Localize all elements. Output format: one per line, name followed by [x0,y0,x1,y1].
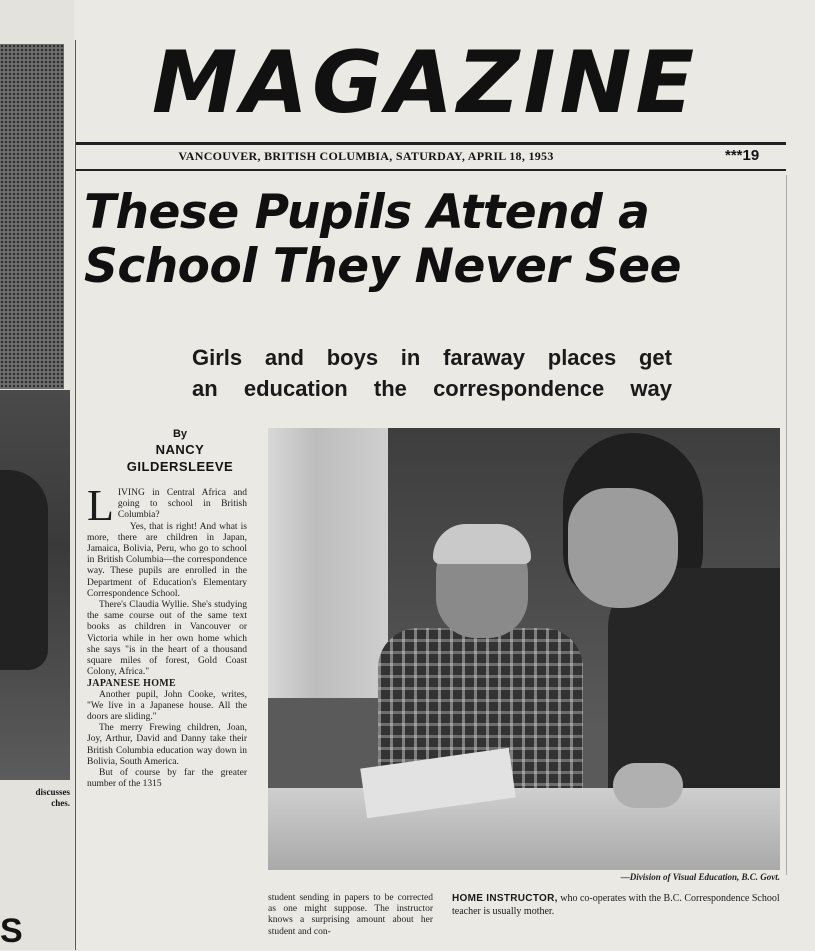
photo-boy-hair [433,524,531,564]
byline [100,427,260,475]
section-subheading: JAPANESE HOME [87,678,176,690]
column-rule [75,40,76,950]
subheadline-line-1: Girls and boys in faraway places get [192,345,672,370]
paragraph-intro-text: IVING in Central Africa and going to school in British Columbia? [117,488,247,521]
neighbor-caption-line-1: discusses [35,787,70,797]
photo-table [268,788,780,870]
paragraph: The merry Frewing children, Joan, Joy, Arthur, David and Danny take their British Columbia education way down in Bolivia, South America. [87,723,247,767]
subheadline [192,342,672,404]
article-column-continued [268,893,433,938]
paragraph: Another pupil, John Cooke, writes, "We live in a Japanese house. All the doors are sliding." [87,689,247,723]
masthead-rule-bottom [76,169,786,171]
paragraph: But of course by far the greater number of the 1315 [87,768,247,790]
byline-first-name: NANCY [155,442,205,457]
paragraph: student sending in papers to be corrected as one might suppose. The instructor knows a surprising amount about her student and con- [268,893,433,937]
article-photo [268,428,780,870]
neighbor-caption [0,787,70,809]
subheadline-line-2: an education the correspondence way [192,376,672,401]
byline-last-name: GILDERSLEEVE [126,459,234,474]
dateline: VANCOUVER, BRITISH COLUMBIA, SATURDAY, APRIL 18, 1953 [178,149,554,163]
drop-cap: L [87,481,114,530]
paragraph-intro [87,481,247,530]
neighbor-column [0,0,74,950]
neighbor-photo-figure [0,470,48,670]
headline [84,186,764,294]
byline-by: By [172,428,188,440]
photo-credit: —Division of Visual Education, B.C. Govt. [620,872,780,882]
photo-caption-text: who co-operates with the B.C. Correspondence School teacher is usually mother. [452,893,780,917]
headline-line-1: These Pupils Attend a [84,185,650,240]
masthead-rule-top [76,142,786,145]
paragraph: Yes, that is right! And what is more, there are children in Japan, Jamaica, Bolivia, Peru, who go to school in British Columbia—the correspondence way. These pupils are enrolled in the Department of Education's Elementary Correspondence School. [87,521,247,599]
photo-hand [613,763,683,808]
neighbor-letter-fragment: S [0,912,23,950]
article-column [87,481,247,790]
page-number: ***19 [725,147,760,164]
photo-woman-face [568,488,678,608]
neighbor-caption-line-2: ches. [51,798,70,808]
section-title: MAGAZINE [151,33,699,133]
photo-caption-lead: HOME INSTRUCTOR, [452,893,558,904]
photo-window [268,428,388,698]
right-margin-rule [786,175,787,875]
paragraph: There's Claudia Wyllie. She's studying the same course out of the same text books as children in Vancouver or Victoria while in her own home which she says "is in the heart of a thousand square miles of forest, Gold Coast Colony, Africa." [87,600,247,678]
headline-line-2: School They Never See [84,239,681,294]
photo-caption [452,892,792,918]
neighbor-photo-top [0,44,64,389]
